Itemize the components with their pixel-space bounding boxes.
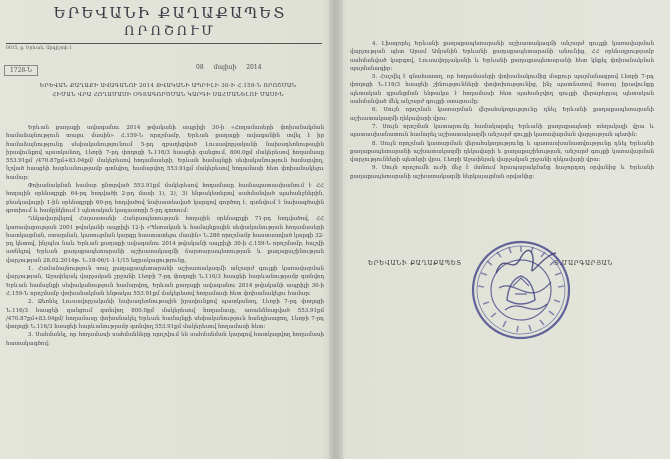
paragraph: 7. Սույն որոշման կատարումը համակարգել Երևանի քաղաքապետի տեղակալի վրա և պատասխանատուն համարել աշխատակազմի անշարժ գույքի կառավարման վարչության պետին:: [350, 123, 654, 139]
header-divider: [6, 43, 322, 44]
header-subtitle: ՈՐՈՇՈՒՄ: [124, 24, 216, 39]
paragraph: Երևան քաղաքի ավագանու 2014 թվականի ապրիլի 30-ի «Հողամասերի փոխանակման համաձայնություն տալու մասին» Հ.159-Ն որոշմամբ, Երևան քաղաքի ավագանին տվել է իր համաձայնությունը սեփականությունում 5-րդ զբաղեցված Լուսավորչականի նախադեռնութային իրավունքով պատկանող, Լեռբի 7-րդ փողոցի Ն.116/3 հասցեի զանցում, 800.0քմ մակերեսով հողամասը 553.91քմ /470.87քմ+83.04քմ/ մակերեսով հողամասերի, Երևան համայնքի սեփականություն համարվող, նշված հասցեի հարևանությամբ գտնվող, համարվող 553.91քմ մակերեսով հողամասի հետ փոխանակելու համար:: [6, 125, 324, 181]
header-address: 0015, ք. Երևան, Արգիշտի 1: [6, 46, 73, 51]
paragraph: 9. Սույն որոշումն ուժի մեջ է մտնում հրապարակմանը հաջորդող օրվանից և Երևանի քաղաքապետարանի աշխատակազմի ներկայացման օրվանից:: [350, 165, 654, 180]
decision-date: [196, 64, 262, 71]
right-page: [342, 0, 670, 459]
date-month: մայիսի: [213, 64, 237, 71]
date-day: 08: [196, 64, 204, 71]
paragraph: 1. Համաձայնություն տալ քաղաքապետարանի աշխատակազմի անշարժ գույքի կառավարման վարչության, Աջափնյակ վարչական շրջանի Լեռբի 7-րդ փողոցի Ն.116/3 հասցեի հարևանությամբ գտնվող Երևան համայնքի սեփականություն համարվող, Երևան քաղաքի ավագանու 2014 թվականի ապրիլի 30-ի Հ.159-Ն որոշմամբ փոխանակման ենթակա 553.91քմ մակերեսով հողամասի հետ փոխանակելու համար:: [6, 266, 324, 297]
paragraph: 8. Սույն որոշման կատարման վերահսկողությունը և պատասխանատվությունը դնել Երևանի քաղաքապետարանի աշխատակազմի ղեկավարի և քաղաքաշինության, անշարժ գույքի կառավարման վարչությունների պետերի վրա, Լեռբի Աջափնյակ վարչական շրջանի ղեկավարի վրա:: [350, 140, 654, 164]
paragraph: 2. Ձեռնել Լուսավորչականի նախադեռնութային իրավունքով պատկանող, Լեռբի 7-րդ փողոցի Ն.116/3 հասցեի զանցում գտնվող 800.0քմ մակերեսով հողամասը, առանձնացված 553.91քմ /470.87քմ+83.04քմ/ հողամասը փոխանակել Երևան համայնքի սեփականություն հանդիսացող, Լեռբի 7-րդ փողոցի Ն.116/3 հասցեի հարևանությամբ գտնվող 553.91քմ մակերեսով հողամասի հետ:: [6, 299, 324, 331]
paragraph: 5. Հաշվել է գնահատող, որ հողամասերի փոխանակումից մաքուր պայմանագրով Լեռբի 7-րդ փողոցի Ն.116/3 հասցեի շինությունների փոփոխությունից, ինչ պատճառով ծառայ իրավունքը պետական գրանցման ենթակա է հողամասի հետ պահանջվող գույքի վերաբերյալ պետական սահմանված մեկ անշարժ գույքի օտարումը:: [350, 74, 654, 106]
decision-number: 1728-Ն: [4, 65, 38, 76]
document-title: ԵՐԵՎԱՆ ՔԱՂԱՔԻ ԱՎԱԳԱՆՈՒ 2014 ԹՎԱԿԱՆԻ ԱՊՐԻԼԻ 30-Ի Հ.159-Ն ՈՐՈՇՄԱՆ ՀԻՄԱՆ ՎՐԱ ՀՈՂԱՄԱՍԻ ՕԳՏԱԳՈՐԾՄԱՆ ԿԱՐԳԻ ՍԱՀՄԱՆԵԼՈՒ ՄԱՍԻՆ: [39, 83, 297, 98]
paragraph: 6. Սույն որոշման կատարման վերահսկողությունը դնել Երևանի քաղաքապետարանի աշխատակազմի ղեկավարի վրա:: [350, 107, 654, 122]
paragraph: Փոխանակման համար ընտրված 553.91քմ մակերեսով հողամասը համապատասխանում է ՀՀ հողային օրենսգրքի 64-րդ հոդվածի 2-րդ մասի 1), 2), 3) ենթակետերով սահմանված պահանջներին, բնակավայրի 1-ին օրենսգրքի 60-րդ հոդվածով նախատեսված կարգով գործող է, գտնվում է նախագծային գոտիում և համընկնում է պետական կադաստրի 5-րդ գոտում:: [6, 183, 324, 214]
left-page: [0, 0, 330, 459]
signatory-name: Տ.ՄԱՐԳԱՐՅԱՆ: [554, 260, 613, 267]
left-body-text: [6, 124, 324, 348]
date-year-prefix: 201: [246, 64, 258, 71]
page-fold-crease: [329, 0, 343, 459]
paragraph: 3. Սահմանել, որ հողամասի սահմանները որոշվում են սահմանման կարգով հատկացվող հողամասի հատակագծով:: [6, 332, 324, 347]
right-body-text: [350, 40, 654, 181]
header-title: ԵՐԵՎԱՆԻ ՔԱՂԱՔԱՊԵՏ: [53, 4, 287, 22]
date-year-suffix: 4: [257, 64, 262, 71]
signatory-title: ԵՐԵՎԱՆԻ ՔԱՂԱՔԱՊԵՏ: [368, 260, 462, 267]
handwritten-signature-icon: [492, 245, 562, 281]
paragraph: 4. Լիազորել Երևանի քաղաքապետարանի աշխատակազմի անշարժ գույքի կառավարման վարչության պետ Արամ Ամյանին Երևանի քաղաքապետարանի անունից, ՀՀ օրենսդրությամբ սահմանված կարգով, Լուսավորչականի և Երևանի քաղաքապետարանի հետ կնքել փոխանակման պայմանագիր:: [350, 41, 654, 72]
paragraph: Ղեկավարվելով Հայաստանի Հանրապետության հողային օրենսգրքի 71-րդ հոդվածով, ՀՀ կառավարության 2001 թվականի ապրիլի 12-ի «Պետական և համայնքային սեփականության հողամասերի հատկացման, օտարման, կառուցման կարգը հաստատելու մասին» Ն.286 որոշմամբ հաստատված կարգի 32-րդ կետով, ինչպես նաև Երևան քաղաքի ավագանու 2014 թվականի ապրիլի 30-ի Հ.159-Ն որոշմամբ, հաշվի առնելով Երևան քաղաքապետարանի աշխատակազմի ճարտարապետության և քաղաքաշինության վարչության 28.02.2014թ. Ն.18-06/1-1-1/15 եզրակացությունը,: [6, 216, 324, 264]
